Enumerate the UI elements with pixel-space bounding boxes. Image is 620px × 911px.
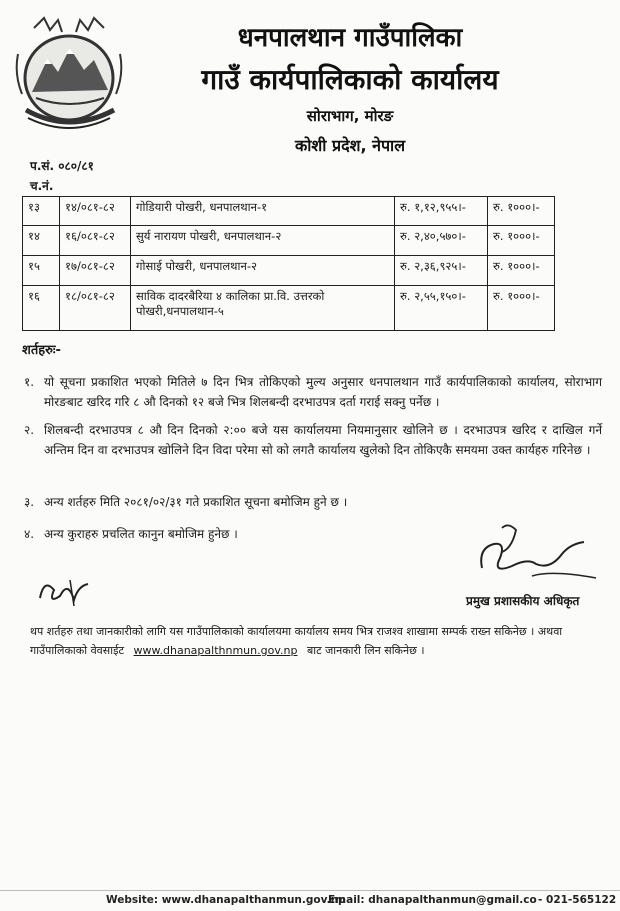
amount-cell: रु. २,५५,१५०।-	[395, 286, 488, 331]
serial-cell: १५	[23, 256, 60, 286]
office-title: गाउँ कार्यपालिकाको कार्यालय	[201, 63, 499, 96]
conditions-heading: शर्तहरुः-	[22, 343, 61, 358]
table-row	[23, 286, 555, 331]
condition-text: अन्य शर्तहरु मिति २०८१/०२/३१ गते प्रकाशित सूचना बमोजिम हुने छ ।	[44, 495, 348, 509]
nepal-emblem-icon	[14, 14, 124, 132]
contact-bar	[0, 890, 620, 911]
condition-item	[22, 492, 602, 512]
footer-note-line	[30, 641, 590, 660]
code-cell: १६/०८१-८२	[60, 226, 131, 256]
table-row	[23, 226, 555, 256]
condition-number: २.	[24, 423, 35, 437]
email-text: Email: dhanapalthanmun@gmail.co	[328, 894, 537, 906]
municipality-title: धनपालथान गाउँपालिका	[237, 23, 463, 53]
deposit-cell: रु. १०००।-	[488, 197, 555, 226]
condition-text: अन्य कुराहरु प्रचलित कानुन बमोजिम हुनेछ ।	[44, 527, 238, 541]
deposit-cell: रु. १०००।-	[488, 226, 555, 256]
condition-item	[22, 420, 602, 460]
pond-name-cell: सुर्य नारायण पोखरी, धनपालथान-२	[131, 226, 395, 256]
pond-name-cell: गोडियारी पोखरी, धनपालथान-१	[131, 197, 395, 226]
condition-item	[22, 372, 602, 412]
office-address: सोराभाग, मोरङ	[306, 107, 394, 125]
condition-number: ३.	[24, 495, 35, 509]
amount-cell: रु. २,३६,९२५।-	[395, 256, 488, 286]
code-cell: १४/०८१-८२	[60, 197, 131, 226]
serial-cell: १६	[23, 286, 60, 331]
condition-number: १.	[24, 375, 35, 389]
dispatch-number: च.नं.	[30, 179, 54, 193]
province-name: कोशी प्रदेश, नेपाल	[294, 136, 406, 155]
condition-text: यो सूचना प्रकाशित भएको मितिले ७ दिन भित्र तोकिएको मुल्य अनुसार धनपालथान गाउँ कार्यपालिकाको कार्यालय, सोराभाग मोरङबाट खरिद गरि ८ औ दिनको १२ बजे भित्र शिलबन्दी दरभाउपत्र दर्ता गराई सक्नु पर्नेछ ।	[44, 375, 602, 409]
website-link[interactable]: www.dhanapalthnmun.gov.np	[133, 644, 298, 657]
footer-note-line: थप शर्तहरु तथा जानकारीको लागि यस गाउँपालिकाको कार्यालयमा कार्यालय समय भित्र राजश्व शाखामा सम्पर्क राख्न सकिनेछ । अथवा	[30, 625, 563, 638]
code-cell: १८/०८१-८२	[60, 286, 131, 331]
condition-number: ४.	[24, 527, 35, 541]
signature-right-icon	[472, 518, 602, 588]
footer-note-prefix: गाउँपालिकाको वेवसाईट	[30, 644, 125, 657]
table-row	[23, 197, 555, 226]
amount-cell: रु. १,१२,९५५।-	[395, 197, 488, 226]
website-text: Website: www.dhanapalthanmun.gov.np	[106, 894, 346, 906]
condition-text: शिलबन्दी दरभाउपत्र ८ औ दिन दिनको २:०० बजे यस कार्यालयमा नियमानुसार खोलिने छ । दरभाउपत्र खरिद र दाखिल गर्ने अन्तिम दिन वा दरभाउपत्र खोलिने दिन विदा परेमा सो को लगतै कार्यालय खुलेको दिन तोकिएकै समयमा उक्त कार्यहरु गरिनेछ ।	[44, 423, 602, 457]
serial-cell: १३	[23, 197, 60, 226]
serial-cell: १४	[23, 226, 60, 256]
deposit-cell: रु. १०००।-	[488, 286, 555, 331]
phone-text: - 021-565122	[538, 894, 617, 906]
table-row	[23, 256, 555, 286]
pond-name-cell: गोसाई पोखरी, धनपालथान-२	[131, 256, 395, 286]
code-cell: १७/०८१-८२	[60, 256, 131, 286]
signature-caption: प्रमुख प्रशासकीय अधिकृत	[466, 594, 580, 608]
signature-left-icon	[34, 570, 92, 610]
footer-note	[30, 622, 590, 660]
deposit-cell: रु. १०००।-	[488, 256, 555, 286]
amount-cell: रु. २,४०,५७०।-	[395, 226, 488, 256]
pond-name-cell: साविक दादरबैरिया ४ कालिका प्रा.वि. उत्तरको पोखरी,धनपालथान-५	[131, 286, 395, 331]
bid-table	[22, 196, 555, 331]
footer-note-suffix: बाट जानकारी लिन सकिनेछ ।	[306, 644, 425, 657]
reference-number: प.सं. ०८०/८१	[30, 159, 94, 173]
